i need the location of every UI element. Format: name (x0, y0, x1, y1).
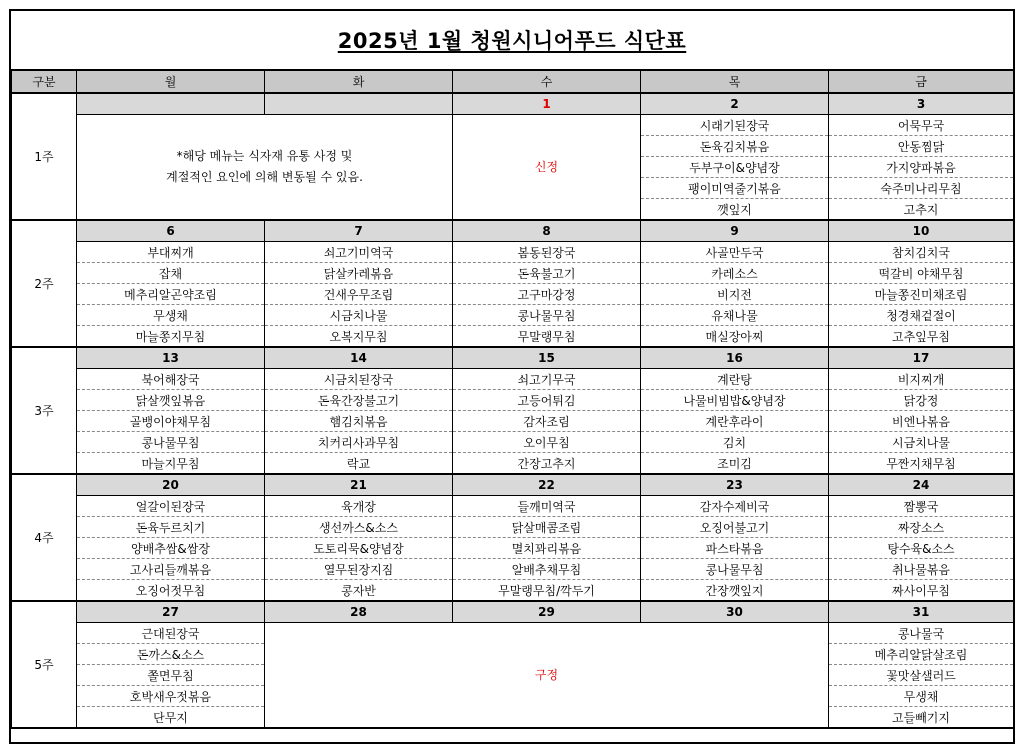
menu-item: 무생채 (77, 305, 265, 326)
menu-row (12, 517, 1014, 538)
menu-item: 알배추채무침 (453, 559, 641, 580)
header-week-label: 구분 (12, 70, 77, 93)
menu-item: 고추잎무침 (829, 326, 1014, 348)
menu-row (12, 326, 1014, 348)
menu-item: 콩나물무침 (77, 432, 265, 453)
date-cell: 14 (265, 347, 453, 369)
date-row (12, 474, 1014, 496)
notice-line: *해당 메뉴는 식자재 유통 사정 및 (176, 149, 353, 163)
menu-item: 닭살카레볶음 (265, 263, 453, 284)
menu-item: 시금치나물 (829, 432, 1014, 453)
menu-item: 팽이미역줄기볶음 (641, 178, 829, 199)
menu-item: 무말랭무침/깍두기 (453, 580, 641, 602)
page-title (11, 11, 1013, 69)
date-row (12, 601, 1014, 623)
date-cell (265, 93, 453, 115)
menu-item: 부대찌개 (77, 242, 265, 263)
menu-row (12, 453, 1014, 475)
menu-item: 고구마강정 (453, 284, 641, 305)
menu-item: 닭강정 (829, 390, 1014, 411)
menu-row (12, 580, 1014, 602)
menu-item: 마늘지무침 (77, 453, 265, 475)
date-row (12, 93, 1014, 115)
week-label: 5주 (12, 601, 77, 728)
menu-item: 고추지 (829, 199, 1014, 221)
menu-item: 비지전 (641, 284, 829, 305)
menu-item: 무말랭무침 (453, 326, 641, 348)
menu-row (12, 263, 1014, 284)
menu-row (12, 284, 1014, 305)
week-label: 4주 (12, 474, 77, 601)
date-cell: 1 (453, 93, 641, 115)
menu-item: 짜장소스 (829, 517, 1014, 538)
menu-item: 오복지무침 (265, 326, 453, 348)
menu-item: 마늘쫑진미채조림 (829, 284, 1014, 305)
menu-item: 감자조림 (453, 411, 641, 432)
date-cell: 22 (453, 474, 641, 496)
date-cell: 24 (829, 474, 1014, 496)
header-row (12, 70, 1014, 93)
date-cell: 9 (641, 220, 829, 242)
date-cell: 28 (265, 601, 453, 623)
menu-item: 간장고추지 (453, 453, 641, 475)
holiday-cell: 구정 (265, 623, 829, 729)
menu-item: 쫄면무침 (77, 665, 265, 686)
date-cell: 8 (453, 220, 641, 242)
menu-item: 햄김치볶음 (265, 411, 453, 432)
menu-row (12, 496, 1014, 517)
menu-item: 돈육두르치기 (77, 517, 265, 538)
title-text: 2025년 1월 청원시니어푸드 식단표 (337, 29, 687, 53)
menu-row (12, 411, 1014, 432)
menu-item: 취나물볶음 (829, 559, 1014, 580)
date-cell: 15 (453, 347, 641, 369)
menu-item: 돈육불고기 (453, 263, 641, 284)
menu-item: 근대된장국 (77, 623, 265, 644)
menu-item: 사골만두국 (641, 242, 829, 263)
menu-table (11, 69, 1014, 729)
menu-item: 비지찌개 (829, 369, 1014, 390)
date-cell: 29 (453, 601, 641, 623)
menu-item: 참치김치국 (829, 242, 1014, 263)
menu-item: 무짠지채무침 (829, 453, 1014, 475)
menu-row (12, 369, 1014, 390)
header-day-2: 수 (453, 70, 641, 93)
header-day-3: 목 (641, 70, 829, 93)
date-cell: 27 (77, 601, 265, 623)
menu-item: 멸치꽈리볶음 (453, 538, 641, 559)
menu-item: 매실장아찌 (641, 326, 829, 348)
menu-item: 콩나물무침 (641, 559, 829, 580)
date-cell: 23 (641, 474, 829, 496)
menu-item: 시금치된장국 (265, 369, 453, 390)
menu-row (12, 242, 1014, 263)
menu-item: 오이무침 (453, 432, 641, 453)
menu-item: 콩나물무침 (453, 305, 641, 326)
notice-line: 계절적인 요인에 의해 변동될 수 있음. (166, 170, 363, 184)
menu-item: 치커리사과무침 (265, 432, 453, 453)
menu-item: 양배추쌈&쌈장 (77, 538, 265, 559)
menu-item: 북어해장국 (77, 369, 265, 390)
menu-item: 시금치나물 (265, 305, 453, 326)
menu-item: 고들빼기지 (829, 707, 1014, 729)
date-cell: 7 (265, 220, 453, 242)
menu-item: 돈육간장불고기 (265, 390, 453, 411)
menu-item: 떡갈비 야채무침 (829, 263, 1014, 284)
date-cell: 21 (265, 474, 453, 496)
menu-item: 건새우무조림 (265, 284, 453, 305)
menu-item: 닭살깻잎볶음 (77, 390, 265, 411)
menu-item: 돈까스&소스 (77, 644, 265, 665)
week-label: 1주 (12, 93, 77, 220)
menu-item: 고사리들깨볶음 (77, 559, 265, 580)
menu-item: 육개장 (265, 496, 453, 517)
menu-item: 김치 (641, 432, 829, 453)
menu-row (12, 115, 1014, 136)
menu-item: 골뱅이야채무침 (77, 411, 265, 432)
menu-item: 계란후라이 (641, 411, 829, 432)
menu-item: 단무지 (77, 707, 265, 729)
menu-item: 호박새우젓볶음 (77, 686, 265, 707)
date-cell: 17 (829, 347, 1014, 369)
header-day-4: 금 (829, 70, 1014, 93)
date-cell: 20 (77, 474, 265, 496)
menu-item: 짜사이무침 (829, 580, 1014, 602)
menu-item: 오징어젓무침 (77, 580, 265, 602)
menu-row (12, 623, 1014, 644)
menu-item: 들깨미역국 (453, 496, 641, 517)
menu-item: 생선까스&소스 (265, 517, 453, 538)
menu-row (12, 305, 1014, 326)
date-cell: 6 (77, 220, 265, 242)
date-cell: 2 (641, 93, 829, 115)
date-cell: 13 (77, 347, 265, 369)
menu-item: 도토리묵&양념장 (265, 538, 453, 559)
menu-item: 시래기된장국 (641, 115, 829, 136)
menu-item: 어묵무국 (829, 115, 1014, 136)
menu-item: 얼갈이된장국 (77, 496, 265, 517)
date-row (12, 220, 1014, 242)
date-cell: 3 (829, 93, 1014, 115)
menu-item: 메추리알곤약조림 (77, 284, 265, 305)
week-label: 2주 (12, 220, 77, 347)
menu-item: 계란탕 (641, 369, 829, 390)
menu-item: 청경채겉절이 (829, 305, 1014, 326)
menu-item: 두부구이&양념장 (641, 157, 829, 178)
menu-item: 락교 (265, 453, 453, 475)
date-cell (77, 93, 265, 115)
menu-row (12, 432, 1014, 453)
menu-item: 카레소스 (641, 263, 829, 284)
menu-item: 콩나물국 (829, 623, 1014, 644)
date-cell: 31 (829, 601, 1014, 623)
date-row (12, 347, 1014, 369)
date-cell: 30 (641, 601, 829, 623)
menu-row (12, 559, 1014, 580)
menu-item: 돈육김치볶음 (641, 136, 829, 157)
menu-item: 파스타볶음 (641, 538, 829, 559)
date-cell: 10 (829, 220, 1014, 242)
menu-item: 안동찜닭 (829, 136, 1014, 157)
menu-item: 무생채 (829, 686, 1014, 707)
menu-item: 비엔나볶음 (829, 411, 1014, 432)
menu-item: 조미김 (641, 453, 829, 475)
date-cell: 16 (641, 347, 829, 369)
menu-item: 봄동된장국 (453, 242, 641, 263)
menu-item: 쇠고기미역국 (265, 242, 453, 263)
menu-sheet (9, 9, 1015, 744)
menu-item: 간장깻잎지 (641, 580, 829, 602)
menu-item: 메추리알닭살조림 (829, 644, 1014, 665)
holiday-cell: 신정 (453, 115, 641, 221)
menu-item: 오징어불고기 (641, 517, 829, 538)
header-day-0: 월 (77, 70, 265, 93)
menu-item: 꽃맛살샐러드 (829, 665, 1014, 686)
menu-row (12, 390, 1014, 411)
notice-cell (77, 115, 453, 221)
menu-item: 짬뽕국 (829, 496, 1014, 517)
menu-item: 고등어튀김 (453, 390, 641, 411)
menu-item: 가지양파볶음 (829, 157, 1014, 178)
menu-item: 탕수육&소스 (829, 538, 1014, 559)
menu-item: 잡채 (77, 263, 265, 284)
menu-item: 열무된장지짐 (265, 559, 453, 580)
menu-row (12, 538, 1014, 559)
week-label: 3주 (12, 347, 77, 474)
header-day-1: 화 (265, 70, 453, 93)
menu-item: 숙주미나리무침 (829, 178, 1014, 199)
menu-item: 닭살매콤조림 (453, 517, 641, 538)
menu-item: 유채나물 (641, 305, 829, 326)
menu-item: 콩자반 (265, 580, 453, 602)
menu-item: 마늘쫑지무침 (77, 326, 265, 348)
menu-item: 감자수제비국 (641, 496, 829, 517)
menu-item: 나물비빔밥&양념장 (641, 390, 829, 411)
menu-item: 깻잎지 (641, 199, 829, 221)
menu-item: 쇠고기무국 (453, 369, 641, 390)
